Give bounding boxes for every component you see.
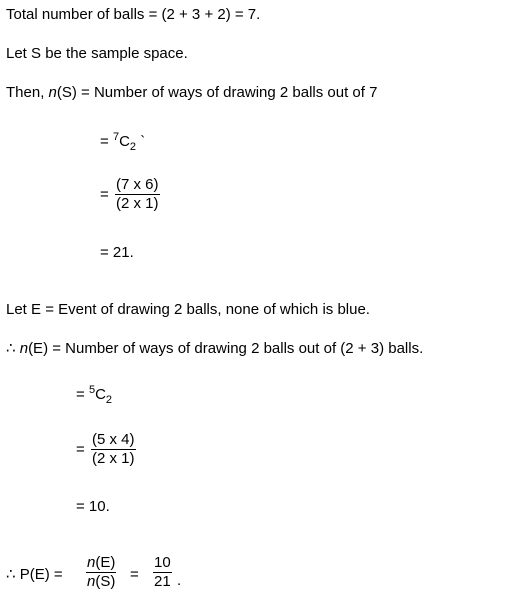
sample-space-text: Let S be the sample space. [6,45,188,62]
fraction-denominator: (2 x 1) [92,450,135,467]
fraction-ne-over-ns [86,554,116,591]
n-s-arg: (S) [56,84,77,101]
fraction-denominator: 21 [154,573,171,590]
sample-space-line [6,45,188,63]
pe-num-n: n [87,554,96,571]
probability-period-line [177,572,181,590]
fraction-numerator: (7 x 6) [116,176,159,193]
event-definition-line [6,301,370,319]
eq2-prefix-line [100,186,109,204]
n-e-definition-line [6,340,423,358]
fraction-7x6-over-2x1 [115,176,160,213]
fraction-5x4-over-2x1 [91,431,136,468]
pe-num-arg: (E) [95,554,116,571]
fraction-numerator: 10 [154,554,171,571]
fraction-denominator [86,573,116,591]
probability-prefix-line [6,566,63,584]
eq1-subscript: 2 [129,141,137,153]
eq5-prefix-line [76,441,85,459]
probability-equals-line [130,566,139,584]
eq4-superscript: 5 [88,384,96,396]
n-e-n: n [19,340,29,357]
eq4-prefix: = [76,386,89,403]
eq4-subscript: 2 [105,394,113,406]
pe-den-n: n [87,573,96,590]
fraction-numerator [86,554,116,573]
total-balls-line [6,6,260,24]
eq1-c: C [119,133,130,150]
fraction-numerator: (5 x 4) [92,431,135,448]
combination-7c2-line [100,133,145,152]
fraction-denominator: (2 x 1) [116,195,159,212]
probability-period: . [177,572,182,589]
result-21-line [100,244,134,262]
therefore-symbol: ∴ [6,340,20,357]
eq2-prefix: = [100,186,109,203]
result-10-text: = 10. [76,498,110,515]
pe-den-arg: (S) [95,573,116,590]
result-10-line [76,498,110,516]
eq1-superscript: 7 [112,131,120,143]
n-e-arg: (E) [28,340,49,357]
n-e-description: = Number of ways of drawing 2 balls out of (2 + 3) balls. [48,340,424,357]
event-definition-text: Let E = Event of drawing 2 balls, none of which is blue. [6,301,370,318]
result-21-text: = 21. [100,244,134,261]
n-s-definition-line [6,84,377,102]
eq1-tick: ` [136,133,146,150]
fraction-10-over-21 [153,554,172,591]
probability-equals: = [130,566,139,583]
eq1-prefix: = [100,133,113,150]
probability-label: P(E) = [19,566,63,583]
n-s-description: = Number of ways of drawing 2 balls out of 7 [76,84,378,101]
eq4-c: C [95,386,106,403]
combination-5c2-line [76,386,112,405]
then-prefix: Then, [6,84,49,101]
eq5-prefix: = [76,441,85,458]
therefore-symbol: ∴ [6,566,20,583]
n-s-n: n [48,84,57,101]
total-balls-text: Total number of balls = (2 + 3 + 2) = 7. [6,6,261,23]
